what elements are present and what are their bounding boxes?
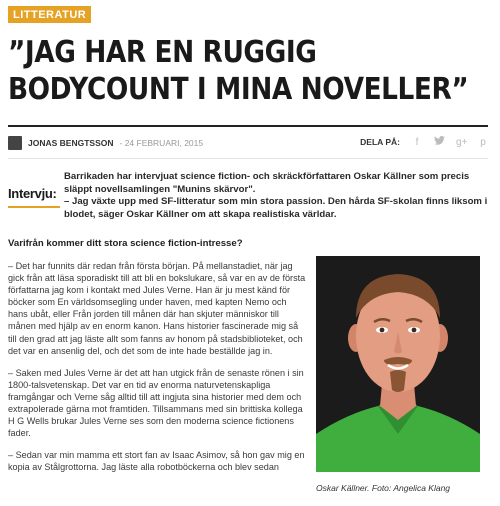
- twitter-icon[interactable]: [434, 136, 444, 148]
- body-paragraph: – Det har funnits där redan från första början. På mellanstadiet, när jag gick från att läsa sporadiskt till att bli en bokslukare, så var en av de första författarna jag kom i kontakt med Jules Verne. Han är ju mest känd för böcker som En världsomsegling under haven, med kapten Nemo och hans ubåt, eller Från jorden till månen där han skjuter människor till månen med hjälp av en enorm kanon. Hans historier fascinerade mig så till den grad att jag läste allt som fanns av honom på stadsbiblioteket, och det var en ansenlig del, och det som de inte hade beställde jag in.: [8, 261, 306, 356]
- pinterest-icon[interactable]: p: [480, 136, 486, 148]
- page-title: ”JAG HAR EN RUGGIG BODYCOUNT I MINA NOVELLER”: [8, 35, 469, 107]
- intro-paragraph: – Jag växte upp med SF-litteratur som min stora passion. Den hårda SF-skolan finns liksom i blodet, säger Oskar Källner om att skapa realistiska världar.: [64, 196, 488, 220]
- divider: [8, 125, 488, 127]
- category-badge[interactable]: LITTERATUR: [8, 6, 91, 23]
- body-paragraph: – Sedan var min mamma ett stort fan av Isaac Asimov, så hon gav mig en kopia av Stålgrottorna. Jag läste alla robotböckerna och blev sedan: [8, 450, 305, 473]
- share-label: DELA PÅ:: [360, 137, 400, 147]
- avatar: [8, 136, 22, 150]
- divider: [8, 158, 488, 159]
- article-intro: [64, 171, 492, 221]
- author-name[interactable]: JONAS BENGTSSON: [28, 138, 114, 148]
- author-photo: [316, 256, 480, 472]
- share-bar: [360, 136, 488, 148]
- intro-paragraph: Barrikaden har intervjuat science fiction- och skräckförfattaren Oskar Källner som precis släppt novellsamlingen "Munins skärvor".: [64, 171, 470, 195]
- publish-date: - 24 FEBRUARI, 2015: [119, 138, 204, 148]
- interview-question: Varifrån kommer ditt stora science fiction-intresse?: [8, 238, 243, 249]
- googleplus-icon[interactable]: g+: [456, 136, 468, 148]
- facebook-icon[interactable]: f: [415, 136, 419, 148]
- portrait-illustration: [316, 256, 480, 472]
- byline: [8, 136, 203, 150]
- photo-caption: Oskar Källner. Foto: Angelica Klang: [316, 483, 451, 493]
- intro-label-underline: [8, 206, 60, 208]
- intro-label: Intervju:: [8, 186, 57, 201]
- article-body: [8, 260, 306, 484]
- body-paragraph: – Saken med Jules Verne är det att han utgick från de senaste rönen i sin 1800-talsvetenskap. Det var en tid av enorma naturvetenskapliga framgångar och Verne såg alltid till att ingjuta sina historier med dem och extrapolerade gärna mot framtiden. Tillsammans med sin brittiska kollega H G Wells brukar Jules Verne ses som den moderna science fictionens fader.: [8, 367, 304, 439]
